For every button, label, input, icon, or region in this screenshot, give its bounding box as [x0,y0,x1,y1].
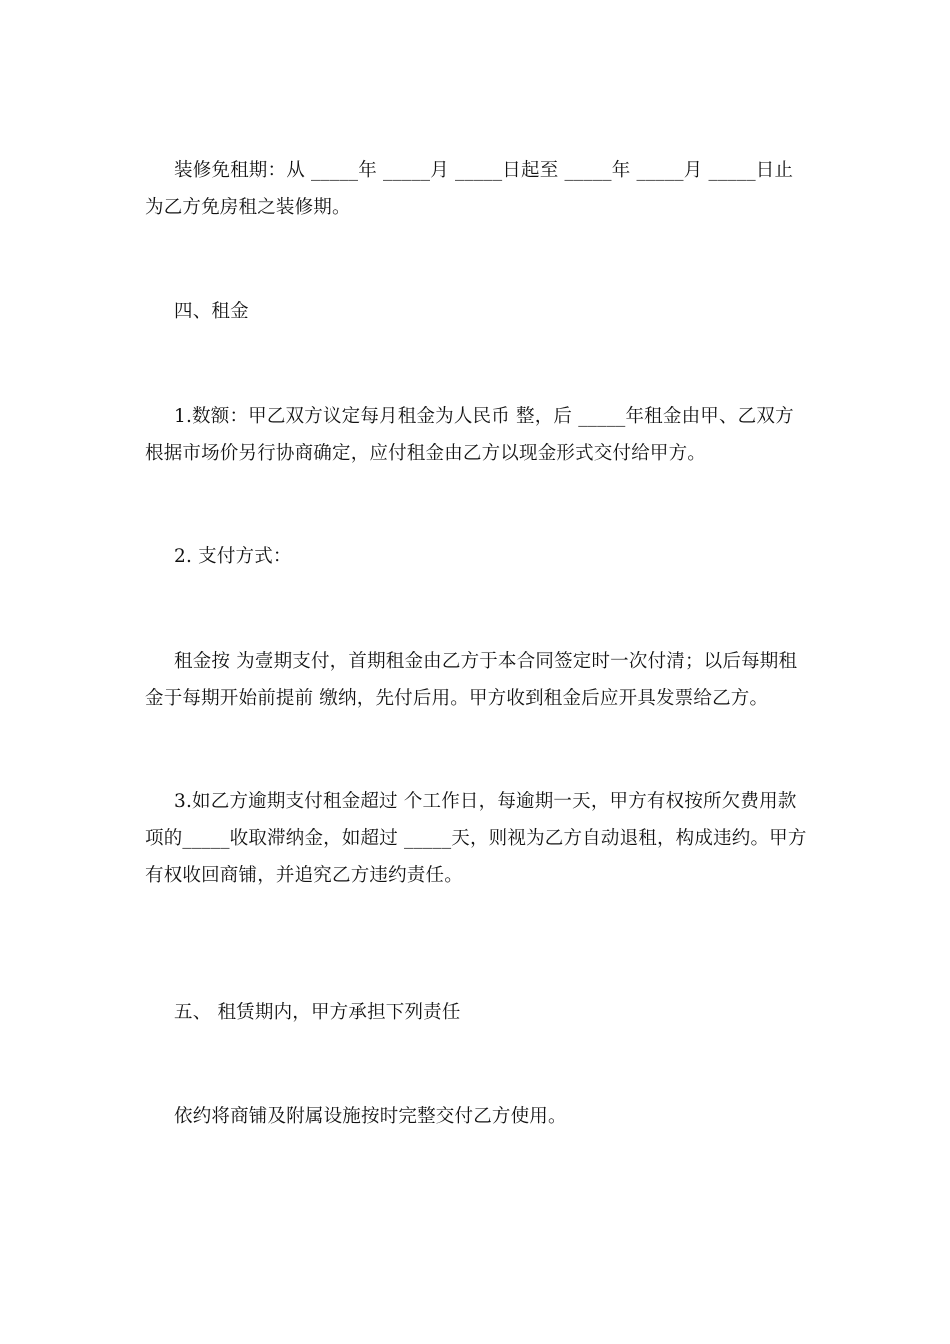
payment-method-heading: 2. 支付方式： [174,546,292,567]
delivery-obligation-paragraph: 依约将商铺及附属设施按时完整交付乙方使用。 [174,1106,567,1127]
rent-amount-paragraph: 1.数额：甲乙双方议定每月租金为人民币 整，后 _____年租金由甲、乙双方根据市场价另行协商确定，应付租金由乙方以现金形式交付给甲方。 [145,406,794,464]
decoration-rent-free-period-paragraph: 装修免租期：从 _____年 _____月 _____日起至 _____年 _____月 _____日止为乙方免房租之装修期。 [145,160,794,218]
payment-terms-paragraph: 租金按 为壹期支付，首期租金由乙方于本合同签定时一次付清；以后每期租金于每期开始前提前 缴纳，先付后用。甲方收到租金后应开具发票给乙方。 [145,651,798,709]
late-payment-paragraph: 3.如乙方逾期支付租金超过 个工作日，每逾期一天，甲方有权按所欠费用款项的_____收取滞纳金，如超过 _____天，则视为乙方自动退租，构成违约。甲方有权收回商铺，并追究乙方违约责任。 [145,791,807,886]
section-5-landlord-duties-heading: 五、 租赁期内，甲方承担下列责任 [174,1002,461,1023]
section-4-rent-heading: 四、租金 [174,301,249,322]
